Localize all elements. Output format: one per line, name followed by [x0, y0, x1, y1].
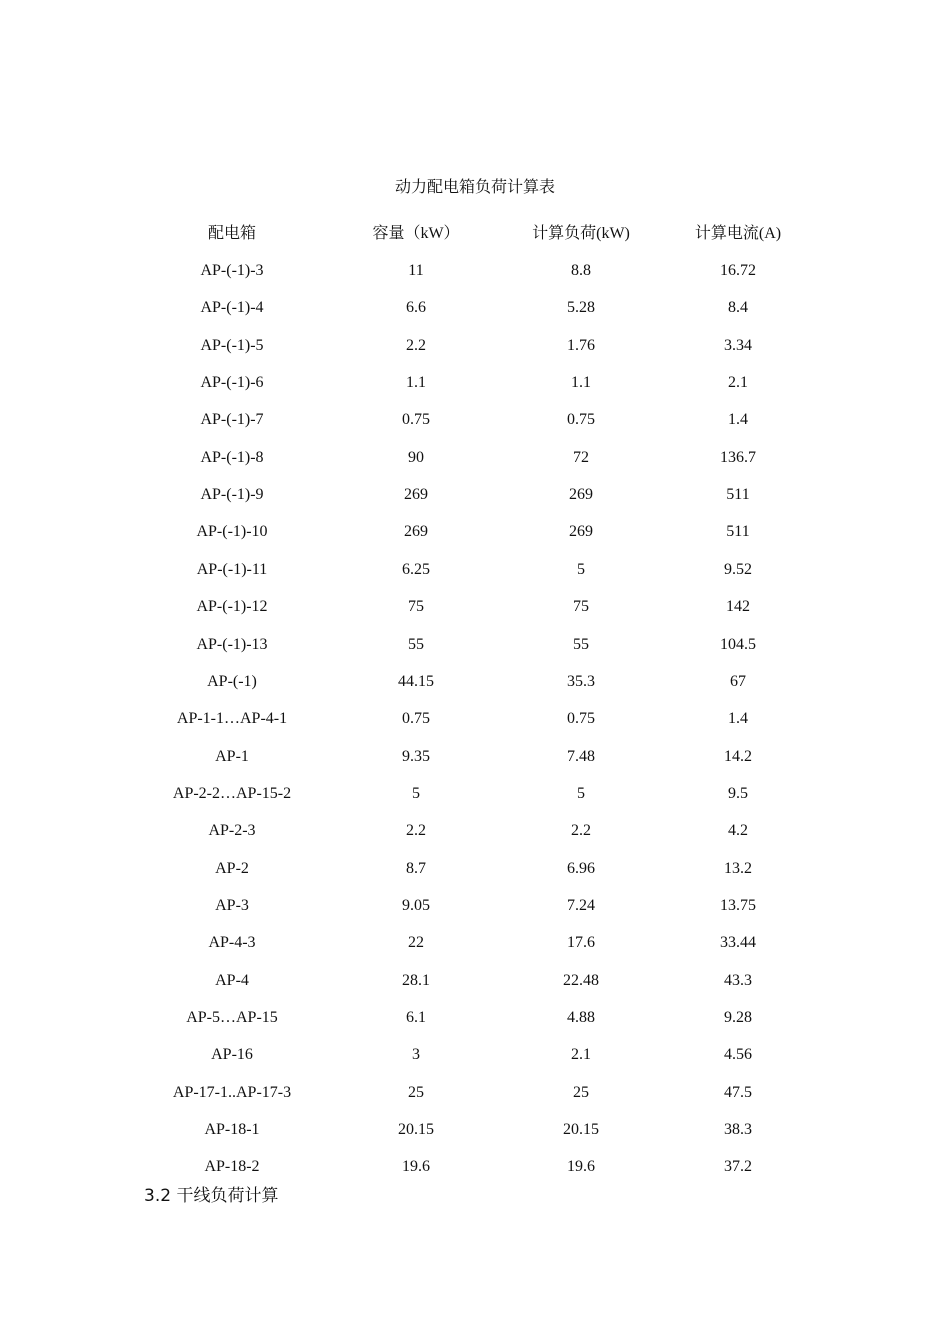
- box-name-cell: AP-18-1: [204, 1121, 260, 1139]
- calculated-current-cell: 142: [726, 598, 750, 616]
- calculated-current-cell: 1.4: [728, 411, 748, 429]
- table-row: [0, 518, 950, 546]
- calculated-current-cell: 38.3: [724, 1121, 752, 1139]
- calculated-load-cell: 8.8: [571, 262, 591, 279]
- box-name-cell: AP-17-1..AP-17-3: [172, 1083, 292, 1101]
- table-row: [0, 593, 950, 621]
- calculated-load-cell: 17.6: [567, 934, 595, 952]
- header-capacity: 容量（kW）: [372, 225, 460, 242]
- calculated-load-cell: 19.6: [567, 1158, 595, 1176]
- table-row: [0, 743, 950, 771]
- calculated-load-cell: 5.28: [567, 299, 595, 317]
- table-row: [0, 1116, 950, 1144]
- capacity-cell: 11: [408, 262, 424, 279]
- table-header-row: [0, 220, 950, 248]
- calculated-load-cell: 7.24: [567, 896, 595, 914]
- section-heading: 3.2 干线负荷计算: [144, 1186, 279, 1206]
- table-row: [0, 929, 950, 957]
- calculated-current-cell: 16.72: [720, 262, 756, 279]
- calculated-load-cell: 20.15: [563, 1121, 599, 1139]
- calculated-load-cell: 6.96: [567, 859, 595, 877]
- calculated-current-cell: 9.5: [728, 784, 748, 802]
- table-row: [0, 294, 950, 322]
- calculated-load-cell: 22.48: [563, 971, 599, 989]
- table-row: [0, 1041, 950, 1069]
- table-row: [0, 406, 950, 434]
- table-row: [0, 556, 950, 584]
- box-name-cell: AP-(-1)-12: [196, 598, 268, 616]
- box-name-cell: AP-5…AP-15: [186, 1009, 278, 1026]
- calculated-current-cell: 511: [726, 486, 750, 504]
- calculated-load-cell: 5: [577, 560, 585, 578]
- box-name-cell: AP-(-1): [207, 672, 257, 690]
- table-row: [0, 1079, 950, 1107]
- calculated-current-cell: 511: [726, 523, 750, 541]
- capacity-cell: 6.1: [406, 1009, 426, 1026]
- table-row: [0, 481, 950, 509]
- calculated-current-cell: 3.34: [724, 336, 752, 354]
- capacity-cell: 6.6: [406, 299, 426, 317]
- capacity-cell: 44.15: [398, 672, 434, 690]
- capacity-cell: 75: [408, 598, 424, 616]
- box-name-cell: AP-3: [215, 896, 249, 914]
- table-row: [0, 257, 950, 285]
- calculated-current-cell: 14.2: [724, 747, 752, 765]
- table-row: [0, 967, 950, 995]
- calculated-current-cell: 37.2: [724, 1158, 752, 1176]
- capacity-cell: 269: [404, 523, 428, 541]
- box-name-cell: AP-2: [215, 859, 249, 877]
- calculated-current-cell: 13.75: [720, 896, 756, 914]
- calculated-load-cell: 4.88: [567, 1009, 595, 1026]
- box-name-cell: AP-18-2: [204, 1158, 260, 1176]
- calculated-load-cell: 269: [569, 523, 593, 541]
- capacity-cell: 8.7: [406, 859, 426, 877]
- capacity-cell: 9.05: [402, 896, 430, 914]
- calculated-current-cell: 13.2: [724, 859, 752, 877]
- calculated-current-cell: 47.5: [724, 1083, 752, 1101]
- box-name-cell: AP-(-1)-9: [200, 486, 264, 504]
- capacity-cell: 28.1: [402, 971, 430, 989]
- capacity-cell: 0.75: [402, 411, 430, 429]
- capacity-cell: 19.6: [402, 1158, 430, 1176]
- capacity-cell: 269: [404, 486, 428, 504]
- table-row: [0, 892, 950, 920]
- table-row: [0, 1153, 950, 1181]
- capacity-cell: 3: [412, 1046, 420, 1064]
- capacity-cell: 2.2: [406, 822, 426, 840]
- box-name-cell: AP-(-1)-5: [200, 336, 264, 354]
- capacity-cell: 5: [412, 784, 420, 802]
- box-name-cell: AP-1: [215, 747, 249, 765]
- calculated-load-cell: 0.75: [567, 411, 595, 429]
- box-name-cell: AP-2-3: [208, 822, 256, 840]
- calculated-load-cell: 269: [569, 486, 593, 504]
- calculated-current-cell: 4.2: [728, 822, 748, 840]
- table-row: [0, 332, 950, 360]
- box-name-cell: AP-1-1…AP-4-1: [176, 710, 288, 728]
- box-name-cell: AP-4-3: [208, 934, 256, 952]
- box-name-cell: AP-(-1)-11: [196, 560, 268, 578]
- calculated-current-cell: 4.56: [724, 1046, 752, 1064]
- calculated-current-cell: 104.5: [720, 635, 756, 653]
- calculated-load-cell: 7.48: [567, 747, 595, 765]
- box-name-cell: AP-16: [211, 1046, 253, 1064]
- capacity-cell: 2.2: [406, 336, 426, 354]
- capacity-cell: 25: [408, 1083, 424, 1101]
- box-name-cell: AP-(-1)-10: [196, 523, 268, 541]
- table-row: [0, 444, 950, 472]
- table-row: [0, 780, 950, 808]
- capacity-cell: 1.1: [406, 374, 426, 392]
- capacity-cell: 90: [408, 448, 424, 466]
- capacity-cell: 55: [408, 635, 424, 653]
- calculated-current-cell: 9.52: [724, 560, 752, 578]
- calculated-load-cell: 55: [573, 635, 589, 653]
- table-row: [0, 855, 950, 883]
- calculated-current-cell: 33.44: [720, 934, 756, 952]
- calculated-current-cell: 1.4: [728, 710, 748, 728]
- calculated-current-cell: 136.7: [720, 448, 756, 466]
- calculated-load-cell: 75: [573, 598, 589, 616]
- table-row: [0, 817, 950, 845]
- calculated-current-cell: 8.4: [728, 299, 748, 317]
- table-title: 动力配电箱负荷计算表: [394, 177, 555, 196]
- table-row: [0, 668, 950, 696]
- table-row: [0, 631, 950, 659]
- capacity-cell: 6.25: [402, 560, 430, 578]
- calculated-load-cell: 0.75: [567, 710, 595, 728]
- capacity-cell: 9.35: [402, 747, 430, 765]
- box-name-cell: AP-(-1)-6: [200, 374, 264, 392]
- calculated-load-cell: 72: [573, 448, 589, 466]
- capacity-cell: 20.15: [398, 1121, 434, 1139]
- capacity-cell: 0.75: [402, 710, 430, 728]
- box-name-cell: AP-(-1)-3: [200, 262, 264, 279]
- calculated-current-cell: 9.28: [724, 1009, 752, 1026]
- box-name-cell: AP-(-1)-8: [200, 448, 264, 466]
- calculated-load-cell: 1.76: [567, 336, 595, 354]
- header-calculated-load: 计算负荷(kW): [532, 225, 630, 242]
- calculated-load-cell: 1.1: [571, 374, 591, 392]
- calculated-load-cell: 2.2: [571, 822, 591, 840]
- box-name-cell: AP-(-1)-7: [200, 411, 264, 429]
- table-row: [0, 705, 950, 733]
- calculated-load-cell: 5: [577, 784, 585, 802]
- box-name-cell: AP-4: [215, 971, 249, 989]
- capacity-cell: 22: [408, 934, 424, 952]
- calculated-current-cell: 2.1: [728, 374, 748, 392]
- calculated-load-cell: 25: [573, 1083, 589, 1101]
- calculated-current-cell: 43.3: [724, 971, 752, 989]
- table-row: [0, 1004, 950, 1032]
- header-calculated-current: 计算电流(A): [694, 225, 782, 242]
- table-row: [0, 369, 950, 397]
- header-distribution-box: 配电箱: [207, 225, 256, 242]
- calculated-load-cell: 35.3: [567, 672, 595, 690]
- calculated-current-cell: 67: [730, 672, 746, 690]
- calculated-load-cell: 2.1: [571, 1046, 591, 1064]
- box-name-cell: AP-(-1)-4: [200, 299, 264, 317]
- box-name-cell: AP-2-2…AP-15-2: [172, 784, 292, 802]
- box-name-cell: AP-(-1)-13: [196, 635, 268, 653]
